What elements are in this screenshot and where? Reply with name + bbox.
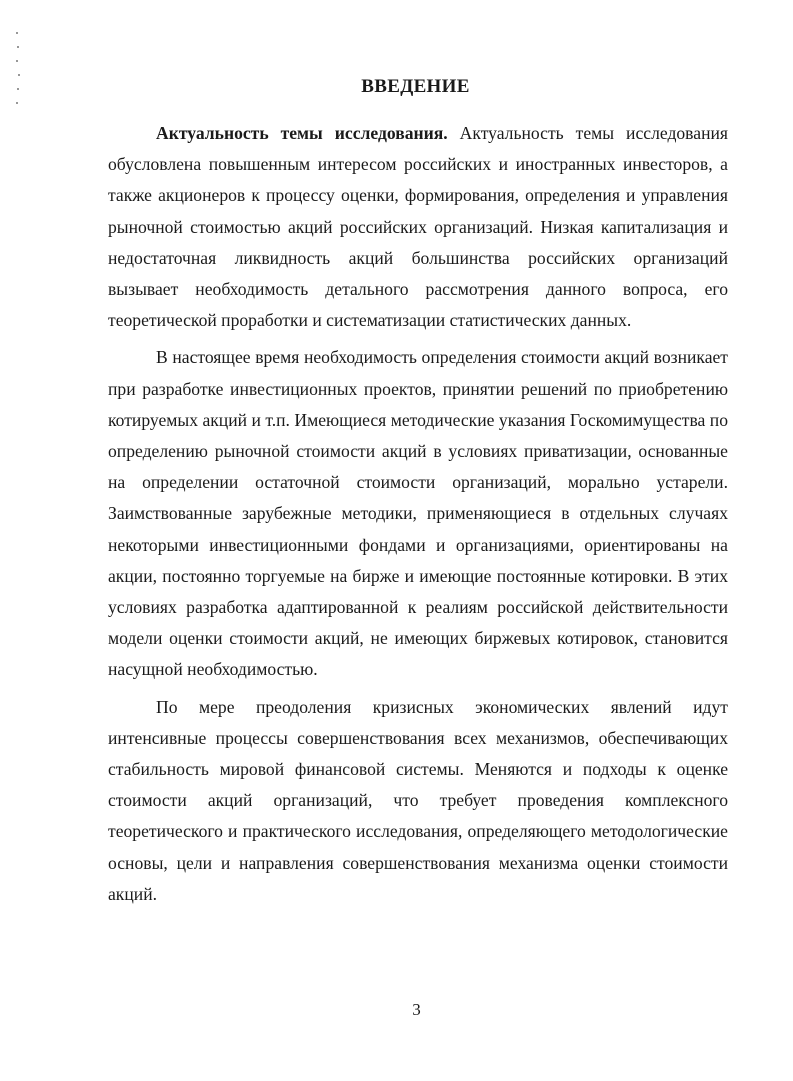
paragraph-text: В настоящее время необходимость определения стоимости акций возникает при разработке инвестиционных проектов, принятии решений по приобретению котируемых акций и т.п. Имеющиеся методические указания Госкомимущества по определению рыночной стоимости акций в условиях приватизации, основанные на определении остаточной стоимости организаций, морально устарели. Заимствованные зарубежные методики, применяющиеся в отдельных случаях некоторыми инвестиционными фондами и организациями, ориентированы на акции, постоянно торгуемые на бирже и имеющие постоянные котировки. В этих условиях разработка адаптированной к реалиям российской действительности модели оценки стоимости акций, не имеющих биржевых котировок, становится насущной необходимостью. xyxy=(108,347,728,680)
scan-speck xyxy=(16,102,18,104)
page-number: 3 xyxy=(412,1000,421,1019)
scan-margin-marks xyxy=(14,20,24,120)
body-text xyxy=(108,118,728,910)
scan-speck xyxy=(16,60,18,62)
scan-speck xyxy=(17,46,19,48)
paragraph-lead: Актуальность темы исследования. xyxy=(156,123,448,143)
paragraph-crisis xyxy=(108,692,728,910)
paragraph-text: По мере преодоления кризисных экономических явлений идут интенсивные процессы совершенствования всех механизмов, обеспечивающих стабильность мировой финансовой системы. Меняются и подходы к оценке стоимости акций организаций, что требует проведения комплексного теоретического и практического исследования, определяющего методологические основы, цели и направления совершенствования механизма оценки стоимости акций. xyxy=(108,696,728,904)
paragraph-text: Актуальность темы исследования обусловлена повышенным интересом российских и иностранных инвесторов, а также акционеров к процессу оценки, формирования, определения и управления рыночной стоимостью акций российских организаций. Низкая капитализация и недостаточная ликвидность акций большинства российских организаций вызывает необходимость детального рассмотрения данного вопроса, его теоретической проработки и систематизации статистических данных. xyxy=(108,123,728,331)
scan-speck xyxy=(16,32,18,34)
section-title: ВВЕДЕНИЕ xyxy=(361,76,470,97)
paragraph-relevance xyxy=(108,118,728,336)
paragraph-current-need xyxy=(108,342,728,685)
